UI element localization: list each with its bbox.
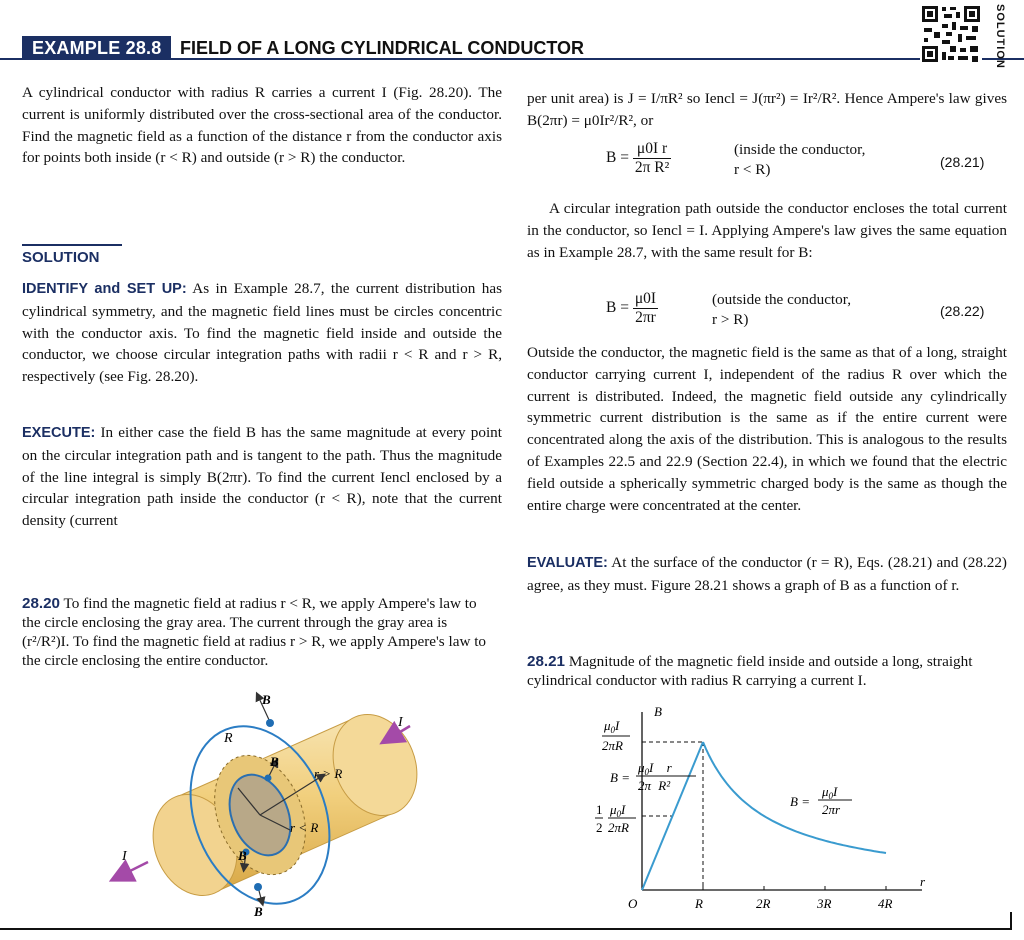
evaluate-label: EVALUATE: <box>527 555 608 571</box>
eq2-lhs: B = <box>606 299 629 317</box>
svg-text:2πr: 2πr <box>822 802 841 817</box>
eq1-number: (28.21) <box>940 154 985 170</box>
chart-x-tick-label: O <box>628 896 638 911</box>
fig-28-20-caption <box>22 594 488 670</box>
evaluate-text: At the surface of the conductor (r = R), Eqs. (28.21) and (28.22) agree, as they must. Figure 28.21 shows a graph of B as a function of r. <box>527 554 1007 594</box>
chart-y-axis-label: B <box>654 704 662 719</box>
eq2-number: (28.22) <box>940 303 985 319</box>
execute-paragraph <box>22 422 502 532</box>
identify-label: IDENTIFY and SET UP: <box>22 281 187 297</box>
para-outside-discussion: Outside the conductor, the magnetic field is the same as that of a long, straight conductor carrying current I, independent of the radius R over which the current is distributed. Indeed, the magnetic field outside any cylindrically symmetric current distribution is the same as if the entire current were concentrated along the axis of the distribution. This is analogous to the results of Examples 22.5 and 22.9 (Section 22.4), in which we found that the electric field outside a spherically symmetric charged body is the same as though the entire charge were concentrated at the center. <box>527 344 1007 514</box>
example-title: FIELD OF A LONG CYLINDRICAL CONDUCTOR <box>180 38 584 58</box>
svg-text:1: 1 <box>596 802 603 817</box>
svg-text:B =: B = <box>610 770 630 785</box>
page-bottom-rule <box>0 928 1010 930</box>
fig-28-21-number: 28.21 <box>527 653 566 670</box>
svg-text:μ0I: $\mu_0I$ <box>822 784 838 801</box>
svg-text:μ0I: $\mu_0I$ <box>610 802 626 819</box>
eq1-numerator: μ0I r <box>633 140 671 159</box>
eq2-numerator: μ0I <box>634 290 657 307</box>
svg-text:2πR: 2πR <box>602 738 623 753</box>
equation-28-21 <box>606 140 671 177</box>
eq1-condition-line2: r < R) <box>734 161 771 178</box>
fig-28-20-number: 28.20 <box>22 595 61 612</box>
solution-side-tab: SOLUTION <box>994 4 1006 69</box>
solution-heading: SOLUTION <box>22 244 122 266</box>
eq2-denominator: 2πr <box>635 309 656 326</box>
svg-text:2πR: 2πR <box>608 820 629 835</box>
eq2-condition <box>712 290 851 330</box>
chart-y-label-half <box>595 802 636 835</box>
page-bottom-tick <box>1010 912 1012 930</box>
chart-x-tick-label: 2R <box>756 896 771 911</box>
fig-28-21-chart <box>590 700 930 922</box>
label-i-near: I <box>122 849 127 864</box>
problem-text: A cylindrical conductor with radius R carries a current I (Fig. 28.20). The current is uniformly distributed over the cross-sectional area of the conductor. Find the magnetic field as a function of the distance r from the conductor axis for points both inside (r < R) and outside (r > R) the conductor. <box>22 84 502 167</box>
eq2-fraction <box>633 290 658 327</box>
eq1-condition-line1: (inside the conductor, <box>734 141 866 158</box>
chart-x-tick-label: 4R <box>878 896 893 911</box>
continued-paragraph: per unit area) is J = I/πR² so Iencl = J(πr²) = Ir²/R². Hence Ampere's law gives B(2πr) = μ0Ir²/R², or <box>527 90 1007 129</box>
evaluate-paragraph <box>527 552 1007 597</box>
eq1-lhs: B = <box>606 149 629 167</box>
svg-text:μ0I r: $\mu_0I$ r <box>638 760 672 777</box>
label-b-inner: B <box>270 754 279 769</box>
eq2-condition-line1: (outside the conductor, <box>712 291 851 308</box>
label-i-far: I <box>398 715 403 730</box>
identify-paragraph <box>22 278 502 388</box>
example-label: EXAMPLE 28.8 <box>22 36 171 60</box>
label-r-greater: r > R <box>314 766 343 781</box>
label-b-top: B <box>262 692 271 707</box>
fig-28-20-cylinder-illustration <box>100 690 460 920</box>
svg-text:2π R²: 2π R² <box>638 778 671 793</box>
chart-x-tick-label: R <box>695 896 703 911</box>
eq2-condition-line2: r > R) <box>712 311 749 328</box>
execute-text: In either case the field B has the same magnitude at every point on the circular integration path and is tangent to the path. Thus the magnitude of the line integral is simply B(2πr). To find the current Iencl enclosed by a circular integration path inside the conductor (r < R), note that the current density (current <box>22 424 502 530</box>
fig-28-21-text: Magnitude of the magnetic field inside and outside a long, straight cylindrical conductor with radius R carrying a current I. <box>527 653 973 689</box>
execute-label: EXECUTE: <box>22 425 96 441</box>
identify-text: As in Example 28.7, the current distribution has cylindrical symmetry, and the magnetic field lines must be circles concentric with the conductor axis. To find the magnetic field inside and outside the conductor, we choose circular integration paths with radii r < R and r > R, respectively (see Fig. 28.20). <box>22 280 502 386</box>
chart-y-label-peak <box>602 718 630 753</box>
qr-code-icon[interactable] <box>920 4 982 64</box>
equation-28-22 <box>606 290 658 327</box>
chart-x-axis-label: r <box>920 874 926 889</box>
label-b-lower: B <box>238 848 247 863</box>
label-b-bottom: B <box>254 904 263 919</box>
problem-statement <box>22 82 502 169</box>
svg-text:B =: B = <box>790 794 810 809</box>
svg-text:2: 2 <box>596 820 603 835</box>
chart-annotation-outside <box>790 784 852 817</box>
chart-x-tick-label: 3R <box>817 896 832 911</box>
svg-text:μ0I: $\mu_0I$ <box>604 718 620 735</box>
para-outside-path: A circular integration path outside the conductor encloses the total current in the conductor, so Iencl = I. Applying Ampere's law gives the same equation as in Example 28.7, with the same result for B: <box>527 200 1007 261</box>
current-arrow-near <box>120 862 148 876</box>
fig-28-21-caption <box>527 652 1007 690</box>
label-r-less: r < R <box>290 820 319 835</box>
eq1-denominator: 2π R² <box>634 159 670 176</box>
fig-28-20-text: To find the magnetic field at radius r < R, we apply Ampere's law to the circle enclosing the gray area. The current through the gray area is (r²/R²)I. To find the magnetic field at radius r > R, we apply Ampere's law to the circle enclosing the entire conductor. <box>22 595 487 669</box>
eq1-condition <box>734 140 865 180</box>
eq1-fraction <box>633 140 671 177</box>
label-r-big: R <box>224 731 233 746</box>
